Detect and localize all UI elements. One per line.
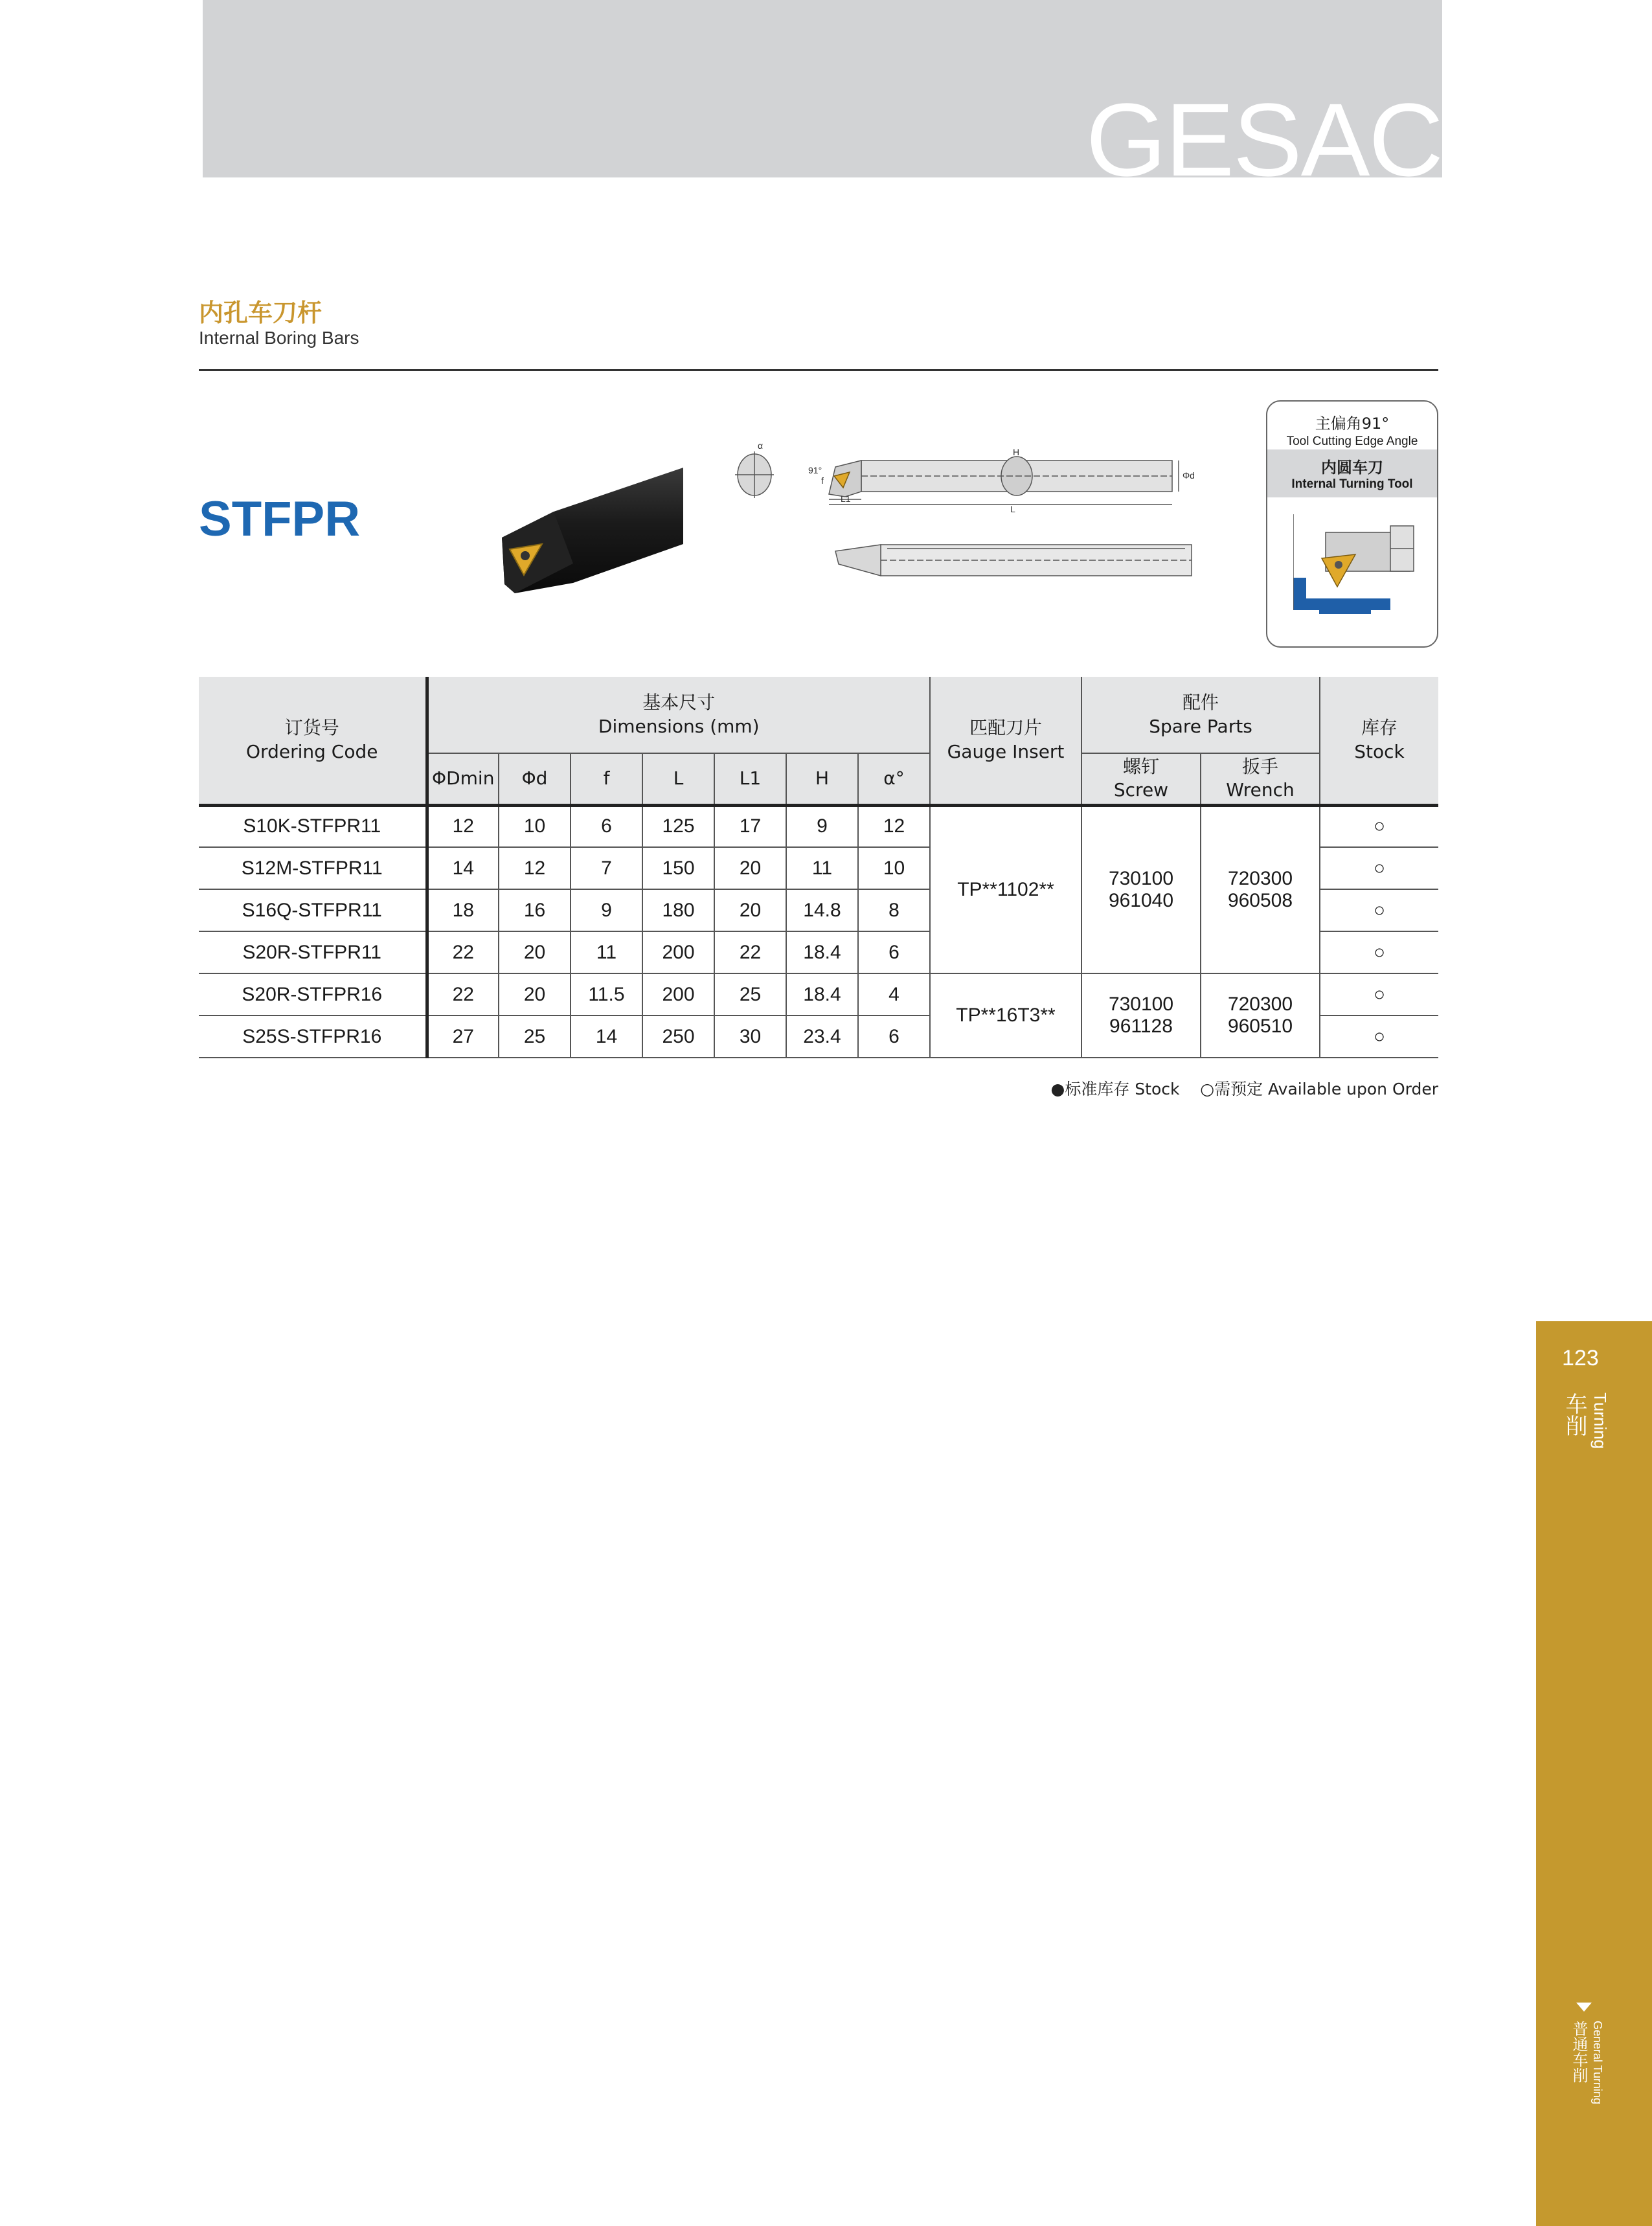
wrench-code: 720300 xyxy=(1227,867,1293,889)
triangle-down-icon xyxy=(1576,2003,1592,2012)
cell-alpha: 8 xyxy=(858,889,930,931)
cell-d: 16 xyxy=(499,889,571,931)
tool-type-cn: 内圆车刀 xyxy=(1321,459,1383,477)
subchapter-label-en: General Turning xyxy=(1591,2021,1604,2105)
drawing-label-l: L xyxy=(1010,504,1015,514)
boring-bar-photo xyxy=(476,434,683,609)
header-wrench-cn: 扳手 xyxy=(1241,755,1278,777)
cell-f: 7 xyxy=(571,847,642,889)
screw-code: 730100 xyxy=(1108,994,1174,1015)
cell-l1: 17 xyxy=(714,805,786,847)
header-l1: L1 xyxy=(714,753,786,805)
drawing-label-angle: 91° xyxy=(808,465,822,475)
cell-stock: ○ xyxy=(1320,931,1438,973)
header-dmin: ΦDmin xyxy=(427,753,499,805)
chapter-side-tab xyxy=(1536,1321,1652,2226)
section-title-cn: 内孔车刀杆 xyxy=(199,299,322,327)
header-screw-en: Screw xyxy=(1113,779,1169,801)
cell-dmin: 14 xyxy=(427,847,499,889)
header-code-en: Ordering Code xyxy=(246,740,378,762)
section-divider xyxy=(199,369,1438,371)
cell-l1: 25 xyxy=(714,973,786,1016)
cell-alpha: 10 xyxy=(858,847,930,889)
cell-dmin: 22 xyxy=(427,973,499,1016)
table-row xyxy=(199,805,1438,847)
cell-code: S20R-STFPR11 xyxy=(199,931,427,973)
page-number: 123 xyxy=(1562,1346,1599,1370)
header-wrench xyxy=(1201,753,1320,805)
cell-alpha: 6 xyxy=(858,1016,930,1058)
header-insert-en: Gauge Insert xyxy=(947,740,1065,762)
cell-l: 200 xyxy=(642,931,714,973)
cell-alpha: 4 xyxy=(858,973,930,1016)
header-band xyxy=(203,0,1442,177)
legend-stock: ●标准库存 Stock xyxy=(1050,1080,1180,1098)
cell-code: S12M-STFPR11 xyxy=(199,847,427,889)
technical-drawing xyxy=(732,437,1224,593)
header-d: Φd xyxy=(499,753,571,805)
cell-alpha: 12 xyxy=(858,805,930,847)
cell-f: 6 xyxy=(571,805,642,847)
cell-code: S25S-STFPR16 xyxy=(199,1016,427,1058)
brand-logo-text: GESAC xyxy=(1085,82,1442,177)
header-wrench-en: Wrench xyxy=(1226,779,1295,801)
cell-dmin: 12 xyxy=(427,805,499,847)
header-spare-parts xyxy=(1081,677,1320,753)
cell-stock: ○ xyxy=(1320,973,1438,1016)
cell-d: 25 xyxy=(499,1016,571,1058)
cell-l: 150 xyxy=(642,847,714,889)
cell-stock: ○ xyxy=(1320,1016,1438,1058)
header-spare-en: Spare Parts xyxy=(1149,715,1252,737)
header-dim-cn: 基本尺寸 xyxy=(642,692,716,714)
cell-dmin: 22 xyxy=(427,931,499,973)
cell-screw xyxy=(1081,805,1201,973)
header-dim-en: Dimensions (mm) xyxy=(598,715,760,737)
tool-type-en: Internal Turning Tool xyxy=(1291,477,1413,491)
cell-insert: TP**1102** xyxy=(930,805,1081,973)
cell-wrench xyxy=(1201,805,1320,973)
cell-l: 200 xyxy=(642,973,714,1016)
cell-f: 11.5 xyxy=(571,973,642,1016)
screw-code: 961040 xyxy=(1108,889,1174,911)
cell-stock: ○ xyxy=(1320,847,1438,889)
cell-d: 12 xyxy=(499,847,571,889)
cell-stock: ○ xyxy=(1320,805,1438,847)
spec-table xyxy=(199,677,1438,1058)
cell-dmin: 27 xyxy=(427,1016,499,1058)
stock-legend xyxy=(199,1076,1438,1100)
cell-l: 180 xyxy=(642,889,714,931)
cell-code: S10K-STFPR11 xyxy=(199,805,427,847)
legend-order: ○需预定 Available upon Order xyxy=(1200,1080,1438,1098)
drawing-label-f: f xyxy=(821,475,824,486)
table-row xyxy=(199,973,1438,1016)
cell-insert: TP**16T3** xyxy=(930,973,1081,1058)
cell-h: 9 xyxy=(786,805,858,847)
header-h: H xyxy=(786,753,858,805)
header-insert-cn: 匹配刀片 xyxy=(969,717,1042,739)
wrench-code: 720300 xyxy=(1227,994,1293,1015)
cell-l: 250 xyxy=(642,1016,714,1058)
cell-f: 11 xyxy=(571,931,642,973)
cell-h: 14.8 xyxy=(786,889,858,931)
cell-l1: 20 xyxy=(714,889,786,931)
model-name: STFPR xyxy=(199,492,361,547)
angle-label-en: Tool Cutting Edge Angle xyxy=(1286,435,1418,448)
tool-type-band xyxy=(1267,449,1437,497)
cell-d: 20 xyxy=(499,931,571,973)
cell-f: 14 xyxy=(571,1016,642,1058)
wrench-code: 960508 xyxy=(1227,889,1293,911)
cell-h: 11 xyxy=(786,847,858,889)
cell-alpha: 6 xyxy=(858,931,930,973)
header-dimensions xyxy=(427,677,930,753)
header-alpha: α° xyxy=(858,753,930,805)
cell-f: 9 xyxy=(571,889,642,931)
header-stock-cn: 库存 xyxy=(1361,717,1397,739)
cutting-angle-card xyxy=(1266,400,1438,648)
cell-code: S16Q-STFPR11 xyxy=(199,889,427,931)
cell-h: 18.4 xyxy=(786,973,858,1016)
header-stock xyxy=(1320,677,1438,805)
drawing-label-h: H xyxy=(1013,447,1020,457)
screw-code: 961128 xyxy=(1109,1016,1173,1037)
drawing-label-alpha: α xyxy=(758,440,764,451)
header-gauge-insert xyxy=(930,677,1081,805)
angle-label-cn: 主偏角91° xyxy=(1315,415,1390,433)
header-screw-cn: 螺钉 xyxy=(1122,755,1159,777)
wrench-code: 960510 xyxy=(1227,1016,1293,1037)
chapter-label-en: Turning xyxy=(1590,1392,1610,1449)
cell-wrench xyxy=(1201,973,1320,1058)
header-code-cn: 订货号 xyxy=(284,717,339,739)
header-spare-cn: 配件 xyxy=(1182,692,1219,714)
cell-h: 23.4 xyxy=(786,1016,858,1058)
chapter-label-cn: 车削 xyxy=(1561,1392,1587,1437)
cell-screw xyxy=(1081,973,1201,1058)
drawing-label-d: Φd xyxy=(1182,470,1195,481)
header-l: L xyxy=(642,753,714,805)
internal-turning-icon xyxy=(1293,513,1416,630)
cell-d: 20 xyxy=(499,973,571,1016)
screw-code: 730100 xyxy=(1108,867,1174,889)
cell-l: 125 xyxy=(642,805,714,847)
header-screw xyxy=(1081,753,1201,805)
header-ordering-code xyxy=(199,677,427,805)
cell-dmin: 18 xyxy=(427,889,499,931)
header-stock-en: Stock xyxy=(1354,740,1405,762)
cell-h: 18.4 xyxy=(786,931,858,973)
cell-stock: ○ xyxy=(1320,889,1438,931)
cell-l1: 30 xyxy=(714,1016,786,1058)
cell-code: S20R-STFPR16 xyxy=(199,973,427,1016)
cell-l1: 20 xyxy=(714,847,786,889)
section-title-en: Internal Boring Bars xyxy=(199,328,359,348)
cell-d: 10 xyxy=(499,805,571,847)
subchapter-label-cn: 普通车削 xyxy=(1570,2021,1588,2083)
drawing-label-l1: L1 xyxy=(841,494,851,504)
cell-l1: 22 xyxy=(714,931,786,973)
header-f: f xyxy=(571,753,642,805)
